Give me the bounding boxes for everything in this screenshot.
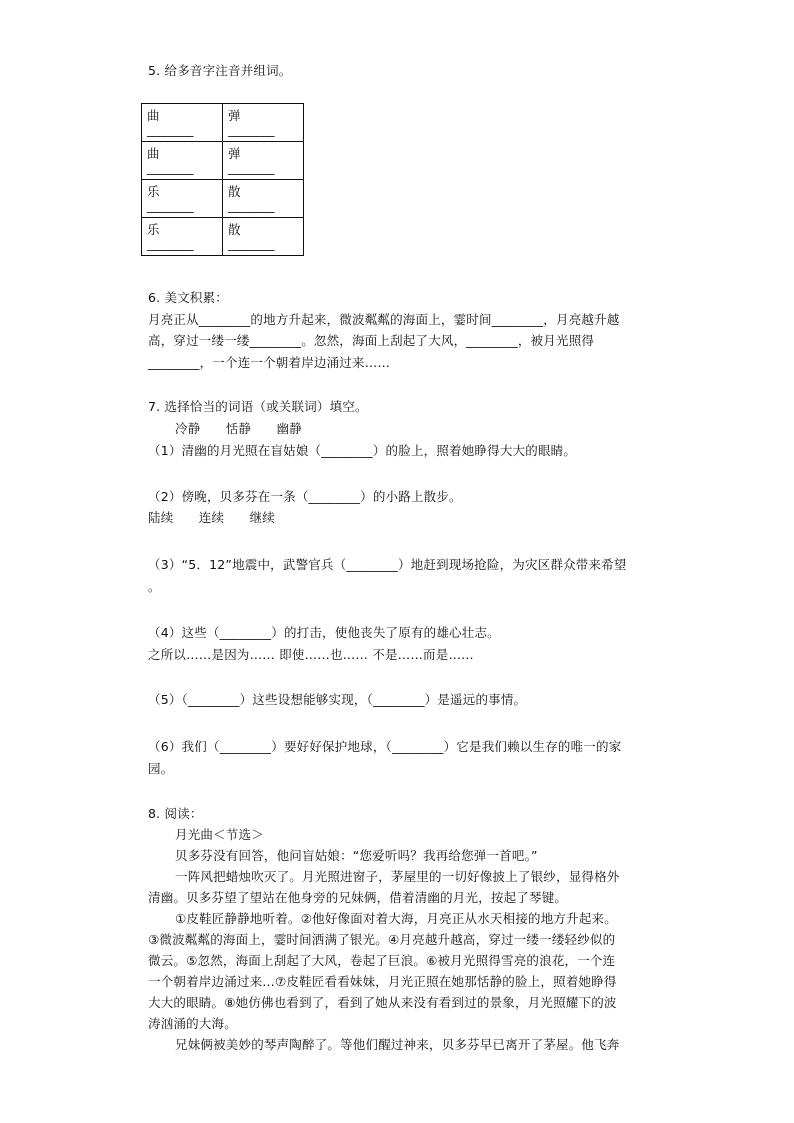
- table-row: [142, 142, 304, 180]
- question-7-title: 7. 选择恰当的词语（或关联词）填空。: [148, 399, 368, 414]
- answer-blank[interactable]: ________: [147, 236, 193, 251]
- fill-item: （2）傍晚，贝多芬在一条（________）的小路上散步。: [148, 489, 462, 504]
- passage-title: 月光曲＜节选＞: [175, 827, 264, 842]
- table-cell: [223, 142, 304, 180]
- character: 弹: [228, 146, 241, 161]
- passage-line: 一个朝着岸边涌过来…⑦皮鞋匠看看妹妹，月光正照在她那恬静的脸上，照着她睁得: [148, 974, 617, 989]
- word-choices: 之所以……是因为…… 即使……也…… 不是……而是……: [148, 647, 474, 662]
- passage-line: 兄妹俩被美妙的琴声陶醉了。等他们醒过神来，贝多芬早已离开了茅屋。他飞奔: [175, 1037, 620, 1052]
- table-cell: [142, 104, 223, 142]
- answer-blank[interactable]: ________: [147, 160, 193, 175]
- fill-item-continued: 园。: [148, 761, 174, 776]
- paragraph-line: ________，一个连一个朝着岸边涌过来……: [148, 355, 391, 370]
- paragraph-line: 月亮正从________的地方升起来，微波粼粼的海面上，霎时间________，月亮越升越: [148, 312, 620, 327]
- table-cell: [142, 218, 223, 256]
- table-row: [142, 218, 304, 256]
- answer-blank[interactable]: ________: [147, 198, 193, 213]
- fill-item: （3）“5．12”地震中，武警官兵（________）地赶到现场抢险，为灾区群众带来希望: [148, 557, 627, 572]
- answer-blank[interactable]: ________: [228, 198, 274, 213]
- word-choices: 冷静 恬静 幽静: [175, 421, 303, 436]
- passage-line: ③微波粼粼的海面上，霎时间洒满了银光。④月亮越升越高，穿过一缕一缕轻纱似的: [148, 932, 616, 947]
- character: 曲: [147, 146, 160, 161]
- character: 乐: [147, 184, 160, 199]
- fill-item: （1）清幽的月光照在盲姑娘（________）的脸上，照着她睁得大大的眼睛。: [148, 443, 577, 458]
- word-choices: 陆续 连续 继续: [148, 510, 276, 525]
- table-cell: [142, 142, 223, 180]
- question-6-title: 6. 美文积累：: [148, 290, 228, 305]
- paragraph-line: 高，穿过一缕一缕________。忽然，海面上刮起了大风，________，被月光照得: [148, 333, 595, 348]
- character: 曲: [147, 108, 160, 123]
- passage-line: 清幽。贝多芬望了望站在他身旁的兄妹俩，借着清幽的月光，按起了琴键。: [148, 890, 568, 905]
- fill-item: （5）（________）这些设想能够实现，（________）是遥远的事情。: [148, 692, 527, 707]
- answer-blank[interactable]: ________: [147, 122, 193, 137]
- question-5-title: 5. 给多音字注音并组词。: [148, 63, 292, 78]
- table-cell: [223, 104, 304, 142]
- question-8-title: 8. 阅读：: [148, 806, 203, 821]
- passage-line: ①皮鞋匠静静地听着。②他好像面对着大海，月亮正从水天相接的地方升起来。: [175, 911, 617, 926]
- passage-line: 一阵风把蜡烛吹灭了。月光照进窗子，茅屋里的一切好像披上了银纱，显得格外: [175, 869, 620, 884]
- table-cell: [142, 180, 223, 218]
- fill-item: （6）我们（________）要好好保护地球，（________）它是我们赖以生存的唯一的家: [148, 739, 622, 754]
- polyphone-table: [141, 103, 304, 256]
- fill-item-continued: 。: [148, 579, 161, 594]
- passage-line: 贝多芬没有回答，他问盲姑娘：“您爱听吗？我再给您弹一首吧。”: [175, 848, 538, 863]
- passage-line: 涛汹涌的大海。: [148, 1016, 237, 1031]
- character: 乐: [147, 222, 160, 237]
- passage-line: 微云。⑤忽然，海面上刮起了大风，卷起了巨浪。⑥被月光照得雪亮的浪花，一个连: [148, 953, 616, 968]
- passage-line: 大大的眼睛。⑧她仿佛也看到了，看到了她从来没有看到过的景象，月光照耀下的波: [148, 995, 617, 1010]
- answer-blank[interactable]: ________: [228, 160, 274, 175]
- fill-item: （4）这些（________）的打击，使他丧失了原有的雄心壮志。: [148, 625, 500, 640]
- answer-blank[interactable]: ________: [228, 122, 274, 137]
- table-row: [142, 104, 304, 142]
- table-cell: [223, 180, 304, 218]
- character: 散: [228, 184, 241, 199]
- character: 弹: [228, 108, 241, 123]
- character: 散: [228, 222, 241, 237]
- answer-blank[interactable]: ________: [228, 236, 274, 251]
- table-row: [142, 180, 304, 218]
- table-cell: [223, 218, 304, 256]
